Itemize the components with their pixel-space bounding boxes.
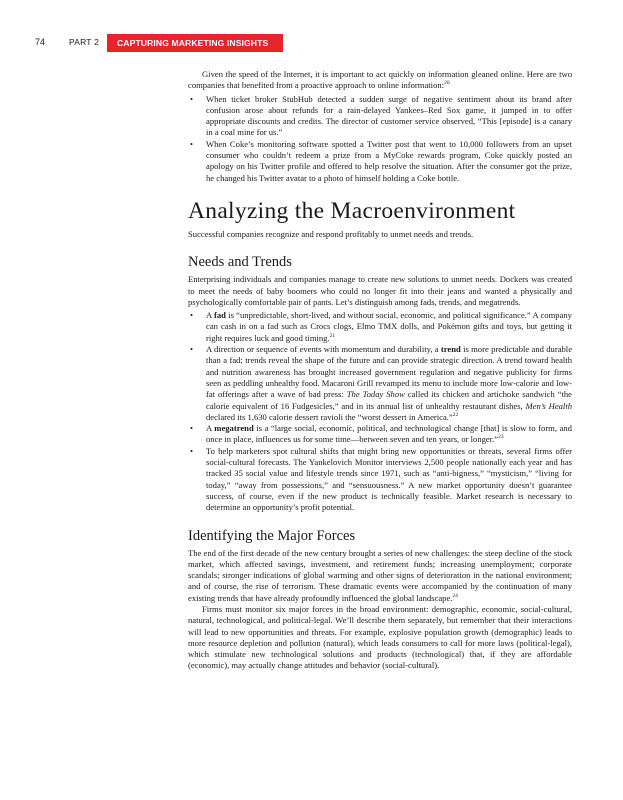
term-fad: fad: [213, 310, 226, 321]
bullet-icon: •: [190, 445, 194, 456]
running-header: [0, 34, 623, 52]
section-heading: Analyzing the Macroenvironment: [188, 197, 516, 224]
term-trend: trend: [440, 344, 461, 355]
term-megatrend: megatrend: [214, 423, 254, 434]
bullet-icon: •: [190, 423, 194, 434]
bullet-icon: •: [190, 344, 194, 355]
subsection-heading-needs: Needs and Trends: [188, 254, 292, 271]
page-number: 74: [35, 37, 46, 47]
intro-paragraph: Given the speed of the Internet, it is important to act quickly on information gleaned online. Here are two companies that benefited from a proactive approach to online information:$^{20}$: [188, 69, 572, 91]
page-body: [188, 69, 572, 672]
list-item-yankelovich: • To help marketers spot cultural shifts that might bring new opportunities or threats, several firms offer social-cultural forecasts. The Yankelovich Monitor interviews 2,500 people nationally each year and has tracked 35 social value and lifestyle trends since 1971, such as “anti-bigness,” “mysticism,” “living for today,” “away from possessions,” and “sensuousness.” A new market opportunity doesn’t guarantee success, of course, even if the new product is technically feasible. Market research is necessary to determine an opportunity’s profit potential.: [190, 445, 572, 513]
footnote-ref[interactable]: 24: [452, 592, 458, 599]
part-label: PART 2: [69, 37, 100, 47]
bullet-icon: •: [190, 138, 194, 149]
intro-bullet-list: [188, 94, 572, 184]
needs-paragraph: Enterprising individuals and companies manage to create new solutions to unmet needs. Dockers was created to meet the needs of baby boomers who could no longer fit into their jeans and wanted a physically and psychologically comfortable pair of pants. Let’s distinguish among fads, trends, and megatrends.: [188, 274, 572, 307]
subsection-heading-forces: Identifying the Major Forces: [188, 527, 356, 544]
title-mens-health: Men’s Health: [525, 400, 572, 411]
title-today-show: The Today Show: [346, 389, 405, 400]
forces-paragraph-1: The end of the first decade of the new century brought a series of new challenges: the steep decline of the stock market, which affected savings, investment, and retirement funds; increasing unemployment; corporate scandals; stronger indications of global warming and other signs of deterioration in the national environment; and of course, the rise of terrorism. These dramatic events were accompanied by the continuation of many existing trends that have already profoundly influenced the global landscape.$^{24}$: [188, 547, 572, 603]
section-intro: Successful companies recognize and respond profitably to unmet needs and trends.: [188, 228, 474, 239]
bullet-icon: •: [190, 93, 194, 104]
section-banner: [107, 34, 283, 52]
list-item: • When Coke’s monitoring software spotted a Twitter post that went to 10,000 followers from an upset consumer who couldn’t redeem a prize from a MyCoke rewards program, Coke quickly posted an apology on his Twitter profile and offered to help resolve the situation. After the consumer got the prize, he changed his Twitter avatar to a photo of himself holding a Coke bottle.: [190, 138, 572, 183]
bullet-icon: •: [190, 310, 194, 321]
section-banner-title: CAPTURING MARKETING INSIGHTS: [117, 38, 269, 48]
list-item-trend: • A direction or sequence of events with momentum and durability, a trend is more predictable and durable than a fad; trends reveal the shape of the future and can provide strategic direction. A trend toward health and nutrition awareness has brought increased government regulation and negative publicity for firms seen as peddling unhealthy food. Macaroni Grill revamped its menu to include more low-calorie and low-fat offerings after a wave of bad press: The Today Show called its chicken and artichoke sandwich “the calorie equivalent of 16 Fudgesicles,” and in its annual list of unhealthy restaurant dishes, Men’s Health declared its 1,630 calorie dessert ravioli the “worst dessert in America.”$^{22}$: [190, 344, 573, 422]
footnote-ref[interactable]: 22: [452, 411, 459, 418]
list-item-megatrend: • A megatrend is a “large social, economic, political, and technological change [that] is slow to form, and once in place, influences us for some time—between seven and ten years, or longer.”$^{23}$: [190, 423, 572, 445]
list-item: • When ticket broker StubHub detected a sudden surge of negative sentiment about its brand after confusion arose about refunds for a rain-delayed Yankees–Red Sox game, it jumped in to offer appropriate discounts and credits. The director of customer service observed, “This [episode] is a canary in a coal mine for us.”: [190, 93, 572, 138]
forces-paragraph-2: Firms must monitor six major forces in the broad environment: demographic, economic, social-cultural, natural, technological, and political-legal. We’ll describe them separately, but remember that their interactions will lead to new opportunities and threats. For example, explosive population growth (demographic) leads to more resource depletion and pollution (natural), which leads consumers to call for more laws (political-legal), which stimulate new technological solutions and products (technological) that, if they are affordable (economic), may actually change attitudes and behavior (social-cultural).: [188, 603, 572, 671]
trends-bullet-list: [188, 310, 572, 513]
footnote-ref[interactable]: 20: [444, 80, 450, 87]
footnote-ref[interactable]: 21: [329, 332, 336, 339]
footnote-ref[interactable]: 23: [498, 434, 504, 441]
list-item-fad: • A fad is “unpredictable, short-lived, and without social, economic, and political significance.” A company can cash in on a fad such as Crocs clogs, Elmo TMX dolls, and Pokémon gifts and toys, but getting it right requires luck and good timing.$^{21}$: [190, 310, 572, 343]
